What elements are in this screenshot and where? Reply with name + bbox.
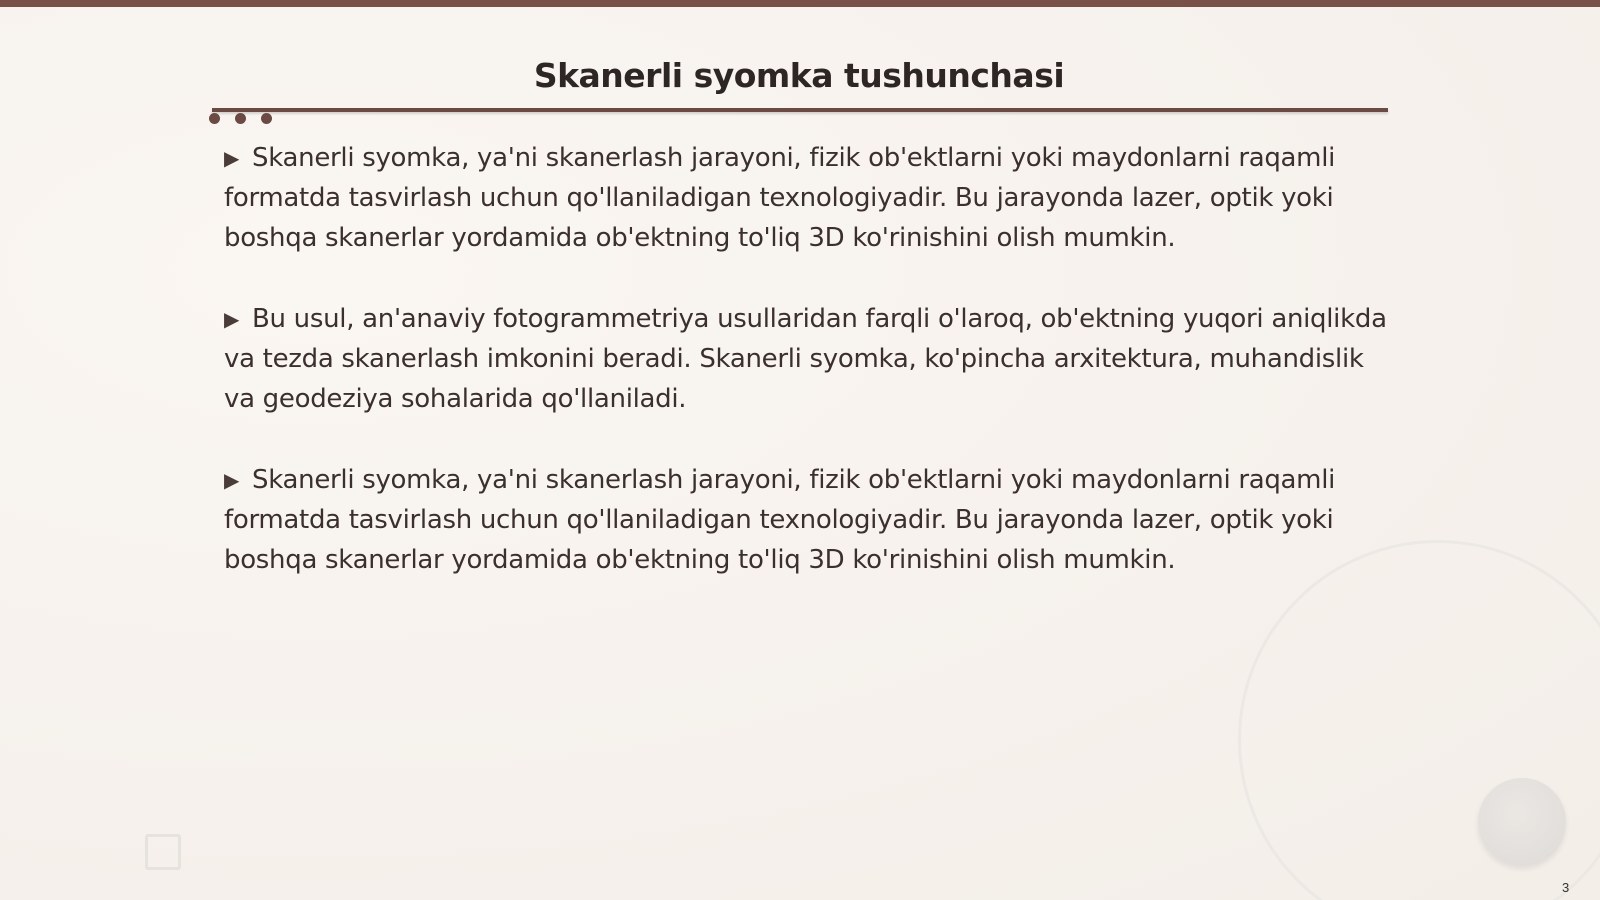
triangle-right-icon: ▶ (224, 146, 240, 170)
slide-body (224, 138, 1389, 621)
triangle-right-icon: ▶ (224, 468, 240, 492)
paragraph-text: Bu usul, an'anaviy fotogrammetriya usullaridan farqli o'laroq, ob'ektning yuqori aniqlikda va tezda skanerlash imkonini beradi. Skanerli syomka, ko'pincha arxitektura, muhandislik va geodeziya sohalarida qo'llaniladi. (224, 304, 1387, 414)
slide-title: Skanerli syomka tushunchasi (533, 56, 1065, 95)
top-accent-bar (0, 0, 1600, 7)
decor-dot (261, 113, 272, 124)
decor-dot (209, 113, 220, 124)
triangle-right-icon: ▶ (224, 307, 240, 331)
title-underline (212, 108, 1388, 112)
paragraph-text: Skanerli syomka, ya'ni skanerlash jarayoni, fizik ob'ektlarni yoki maydonlarni raqamli formatda tasvirlash uchun qo'llaniladigan texnologiyadir. Bu jarayonda lazer, optik yoki boshqa skanerlar yordamida ob'ektning to'liq 3D ko'rinishini olish mumkin. (224, 465, 1336, 575)
paragraph-text: Skanerli syomka, ya'ni skanerlash jarayoni, fizik ob'ektlarni yoki maydonlarni raqamli formatda tasvirlash uchun qo'llaniladigan texnologiyadir. Bu jarayonda lazer, optik yoki boshqa skanerlar yordamida ob'ektning to'liq 3D ko'rinishini olish mumkin. (224, 143, 1336, 253)
decor-sphere (1478, 778, 1566, 866)
page-number: 3 (1562, 880, 1570, 895)
bullet-paragraph (224, 138, 1389, 258)
decor-dot (235, 113, 246, 124)
bullet-paragraph (224, 460, 1389, 580)
decor-square (145, 834, 181, 870)
bullet-paragraph (224, 299, 1389, 419)
